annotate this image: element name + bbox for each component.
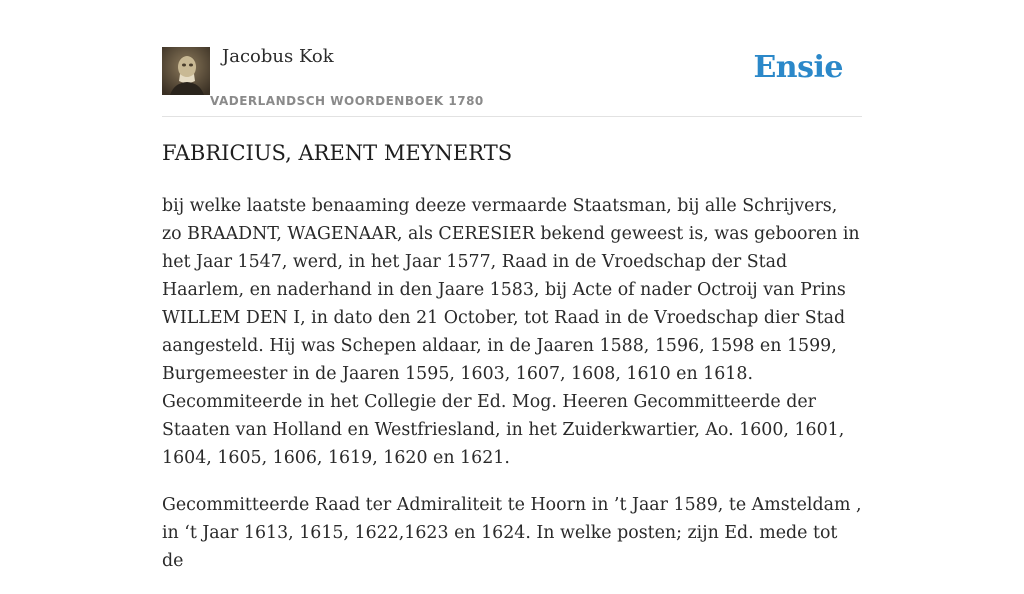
- page-header: [162, 0, 862, 117]
- article-paragraph: bij welke laatste benaaming deeze vermaarde Staatsman, bij alle Schrijvers, zo BRAADNT, WAGENAAR, als CERESIER bekend geweest is, was gebooren in het Jaar 1547, werd, in het Jaar 1577, Raad in de Vroedschap der Stad Haarlem, en naderhand in den Jaare 1583, bij Acte of nader Octroij van Prins WILLEM DEN I, in dato den 21 October, tot Raad in de Vroedschap dier Stad aangesteld. Hij was Schepen aldaar, in de Jaaren 1588, 1596, 1598 en 1599, Burgemeester in de Jaaren 1595, 1603, 1607, 1608, 1610 en 1618. Gecommiteerde in het Collegie der Ed. Mog. Heeren Gecommitteerde der Staaten van Holland en Westfriesland, in het Zuiderkwartier, Ao. 1600, 1601, 1604, 1605, 1606, 1619, 1620 en 1621.: [162, 196, 860, 468]
- article-paragraph: Gecommitteerde Raad ter Admiraliteit te Hoorn in ’t Jaar 1589, te Amsteldam , in ‘t Jaar 1613, 1615, 1622,1623 en 1624. In welke posten; zijn Ed. mede tot de: [162, 495, 862, 571]
- author-portrait-icon[interactable]: [162, 47, 210, 95]
- page-container: [162, 0, 862, 571]
- author-name[interactable]: Jacobus Kok: [222, 46, 334, 67]
- article-body: [162, 192, 862, 594]
- article-title: FABRICIUS, ARENT MEYNERTS: [162, 141, 513, 165]
- ensie-logo[interactable]: Ensie: [753, 50, 843, 85]
- source-name[interactable]: VADERLANDSCH WOORDENBOEK 1780: [210, 94, 484, 108]
